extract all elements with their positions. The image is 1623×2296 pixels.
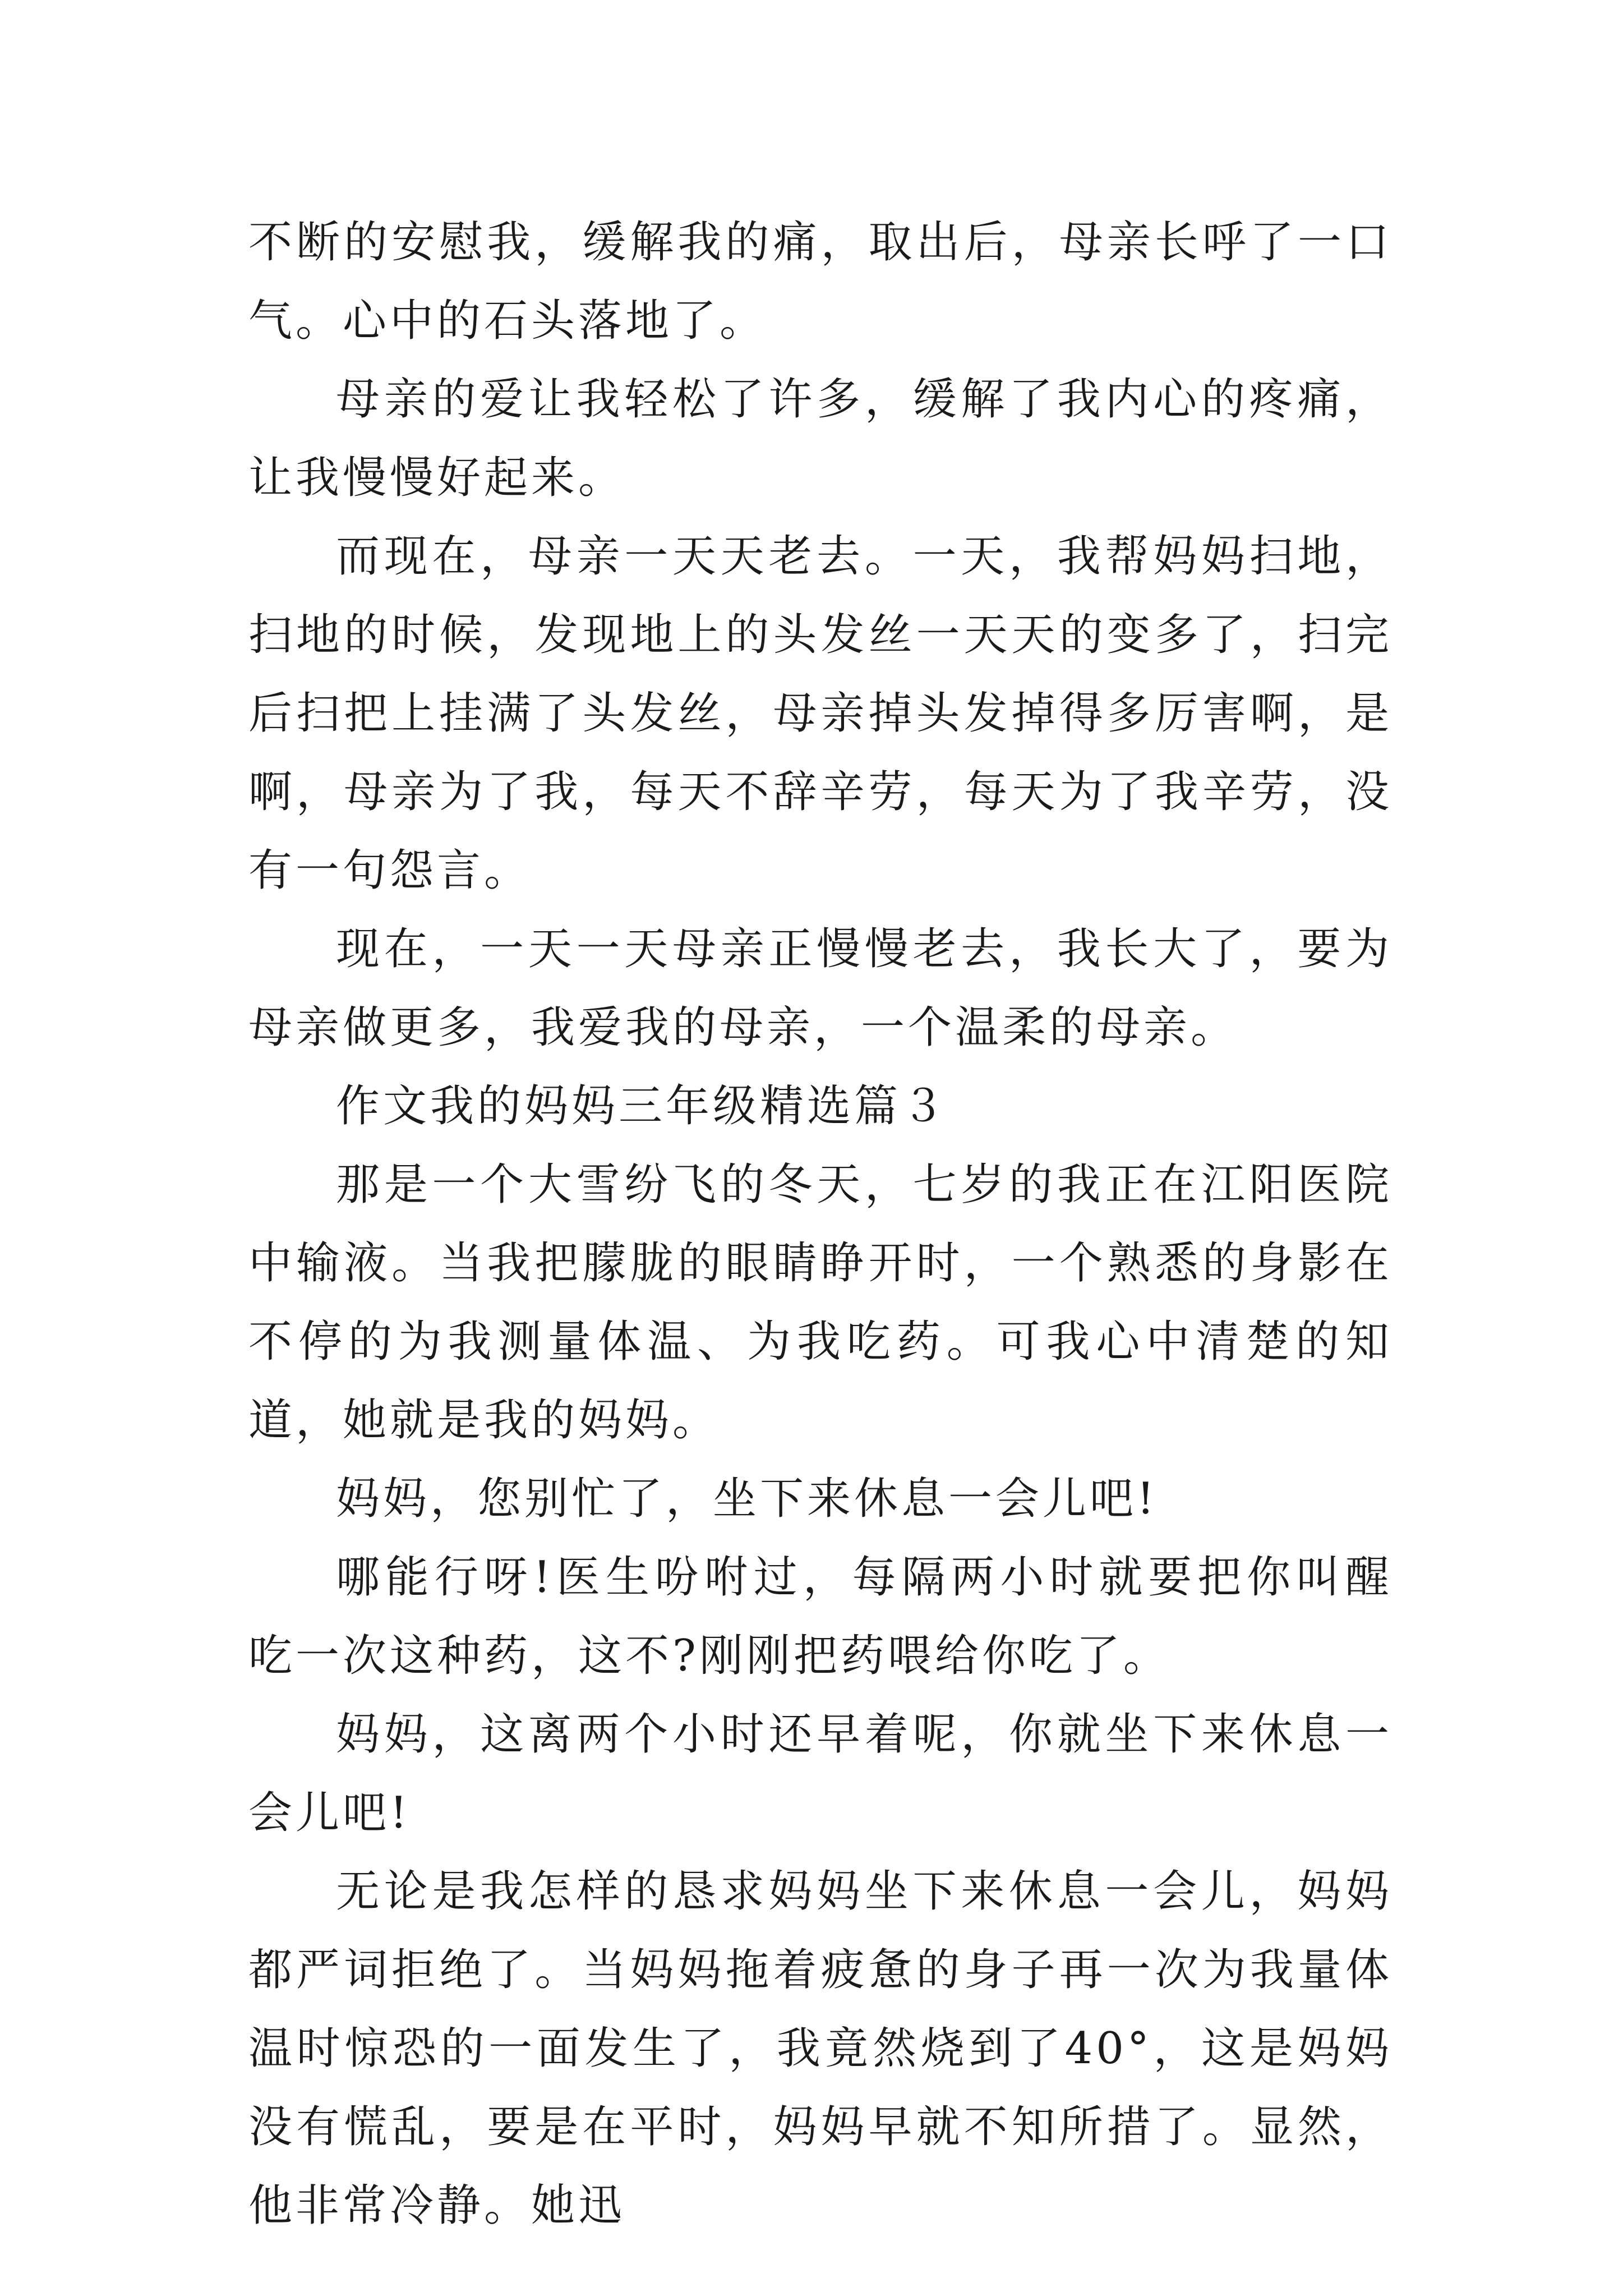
paragraph: 妈妈，这离两个小时还早着呢，你就坐下来休息一会儿吧! [248, 1709, 1393, 1838]
paragraph: 那是一个大雪纷飞的冬天，七岁的我正在江阳医院中输液。当我把朦胧的眼睛睁开时，一个熟悉的身影在不停的为我测量体温、为我吃药。可我心中清楚的知道，她就是我的妈妈。 [248, 1159, 1393, 1446]
paragraph: 而现在，母亲一天天老去。一天，我帮妈妈扫地，扫地的时候，发现地上的头发丝一天天的变多了，扫完后扫把上挂满了头发丝，母亲掉头发掉得多厉害啊，是啊，母亲为了我，每天不辞辛劳，每天为了我辛劳，没有一句怨言。 [248, 531, 1393, 896]
section-heading: 作文我的妈妈三年级精选篇３ [336, 1081, 949, 1131]
paragraph-continued: 不断的安慰我，缓解我的痛，取出后，母亲长呼了一口气。心中的石头落地了。 [248, 217, 1393, 346]
paragraph: 现在，一天一天母亲正慢慢老去，我长大了，要为母亲做更多，我爱我的母亲，一个温柔的母亲。 [248, 924, 1393, 1053]
paragraph: 无论是我怎样的恳求妈妈坐下来休息一会儿，妈妈都严词拒绝了。当妈妈拖着疲惫的身子再一次为我量体温时惊恐的一面发生了，我竟然烧到了40°，这是妈妈没有慌乱，要是在平时，妈妈早就不知所措了。显然，他非常冷静。她迅 [248, 1866, 1393, 2231]
paragraph: 妈妈，您别忙了，坐下来休息一会儿吧! [336, 1474, 1158, 1524]
paragraph: 哪能行呀!医生吩咐过，每隔两小时就要把你叫醒吃一次这种药，这不?刚刚把药喂给你吃了。 [248, 1552, 1393, 1681]
article-body [248, 203, 1393, 2245]
paragraph: 母亲的爱让我轻松了许多，缓解了我内心的疼痛，让我慢慢好起来。 [248, 374, 1393, 503]
